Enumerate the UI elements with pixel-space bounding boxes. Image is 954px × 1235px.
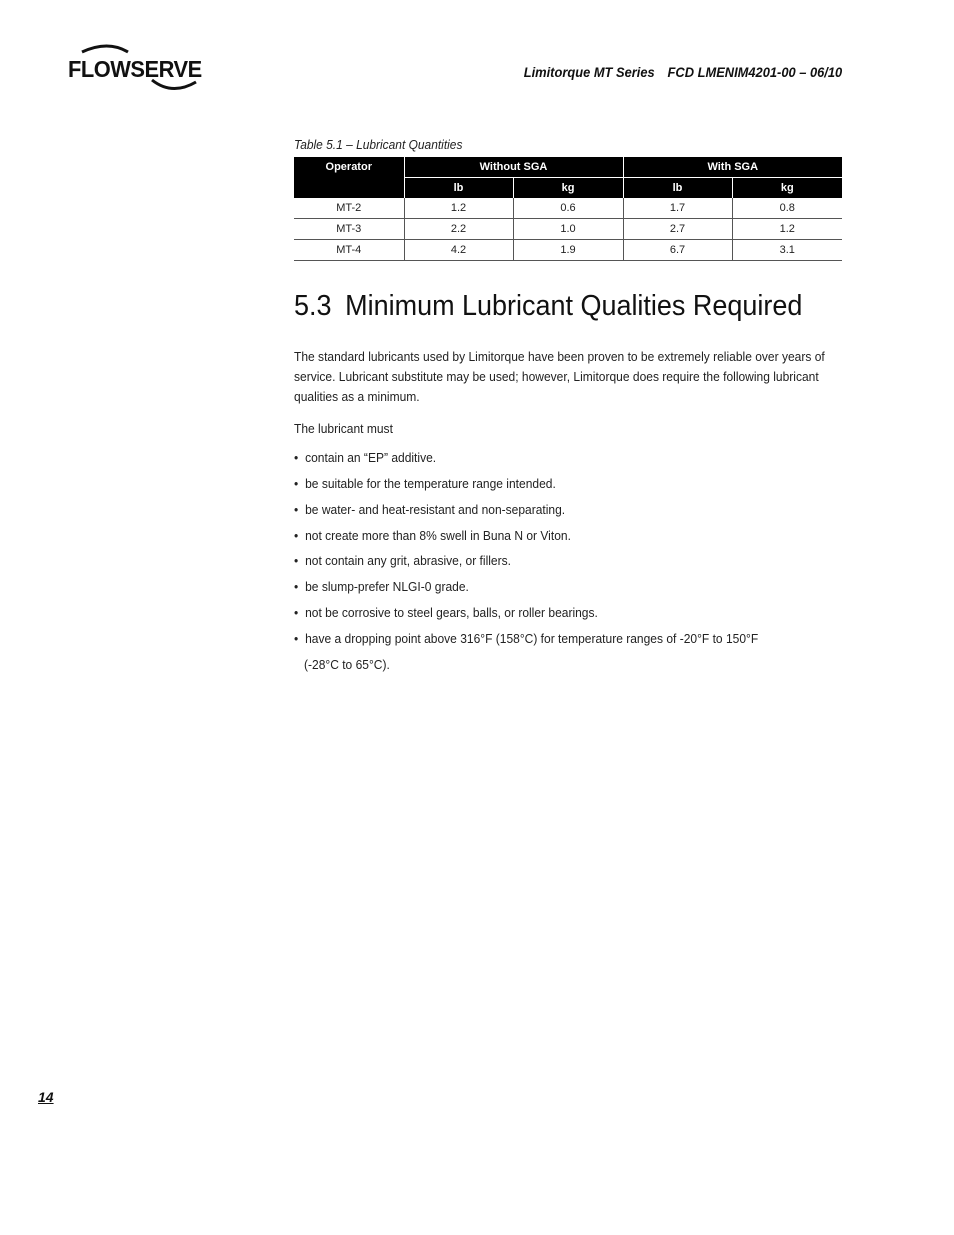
table-caption: Table 5.1 – Lubricant Quantities xyxy=(294,137,463,152)
cell-without-kg: 1.9 xyxy=(513,240,623,261)
list-item: • be suitable for the temperature range intended. xyxy=(294,476,556,491)
section-title: Minimum Lubricant Qualities Required xyxy=(345,290,803,322)
cell-operator: MT-2 xyxy=(294,198,404,219)
cell-without-kg: 1.0 xyxy=(513,219,623,240)
table-row xyxy=(294,240,842,261)
list-item: • not be corrosive to steel gears, balls, or roller bearings. xyxy=(294,605,598,620)
header-without-sga: Without SGA xyxy=(404,157,623,178)
header-without-kg: kg xyxy=(513,178,623,199)
cell-without-lb: 4.2 xyxy=(404,240,513,261)
list-item: • contain an “EP” additive. xyxy=(294,450,437,465)
cell-operator: MT-3 xyxy=(294,219,404,240)
logo-text: FLOWSERVE xyxy=(68,56,202,82)
list-item: • not contain any grit, abrasive, or fillers. xyxy=(294,553,511,568)
cell-with-kg: 1.2 xyxy=(732,219,842,240)
section-number: 5.3 xyxy=(294,290,332,322)
list-item-continuation: (-28°C to 65°C). xyxy=(304,657,390,672)
cell-without-kg: 0.6 xyxy=(513,198,623,219)
cell-with-kg: 0.8 xyxy=(732,198,842,219)
cell-with-kg: 3.1 xyxy=(732,240,842,261)
document-id: FCD LMENIM4201-00 – 06/10 xyxy=(667,64,842,80)
table-row xyxy=(294,219,842,240)
cell-without-lb: 1.2 xyxy=(404,198,513,219)
list-item: • be slump-prefer NLGI-0 grade. xyxy=(294,579,469,594)
lead-sentence: The lubricant must xyxy=(294,421,393,436)
intro-paragraph: The standard lubricants used by Limitorque have been proven to be extremely reliable over years of service. Lubricant substitute may be used; however, Limitorque does require the following lubricant qualities as a minimum. xyxy=(294,349,825,404)
header-with-kg: kg xyxy=(732,178,842,199)
cell-with-lb: 2.7 xyxy=(623,219,732,240)
flowserve-logo xyxy=(68,42,208,96)
lubricant-quantities-table xyxy=(294,157,842,261)
header-operator: Operator xyxy=(294,157,404,198)
list-item: • have a dropping point above 316°F (158°C) for temperature ranges of -20°F to 150°F xyxy=(294,631,759,646)
cell-operator: MT-4 xyxy=(294,240,404,261)
header-with-sga: With SGA xyxy=(623,157,842,178)
list-item: • be water- and heat-resistant and non-separating. xyxy=(294,502,566,517)
page-number: 14 xyxy=(38,1089,54,1105)
section-heading xyxy=(294,290,802,323)
running-header xyxy=(523,64,842,80)
header-with-lb: lb xyxy=(623,178,732,199)
series-title: Limitorque MT Series xyxy=(523,64,655,80)
cell-with-lb: 1.7 xyxy=(623,198,732,219)
table-row xyxy=(294,198,842,219)
header-without-lb: lb xyxy=(404,178,513,199)
cell-without-lb: 2.2 xyxy=(404,219,513,240)
cell-with-lb: 6.7 xyxy=(623,240,732,261)
list-item: • not create more than 8% swell in Buna N or Viton. xyxy=(294,528,571,543)
